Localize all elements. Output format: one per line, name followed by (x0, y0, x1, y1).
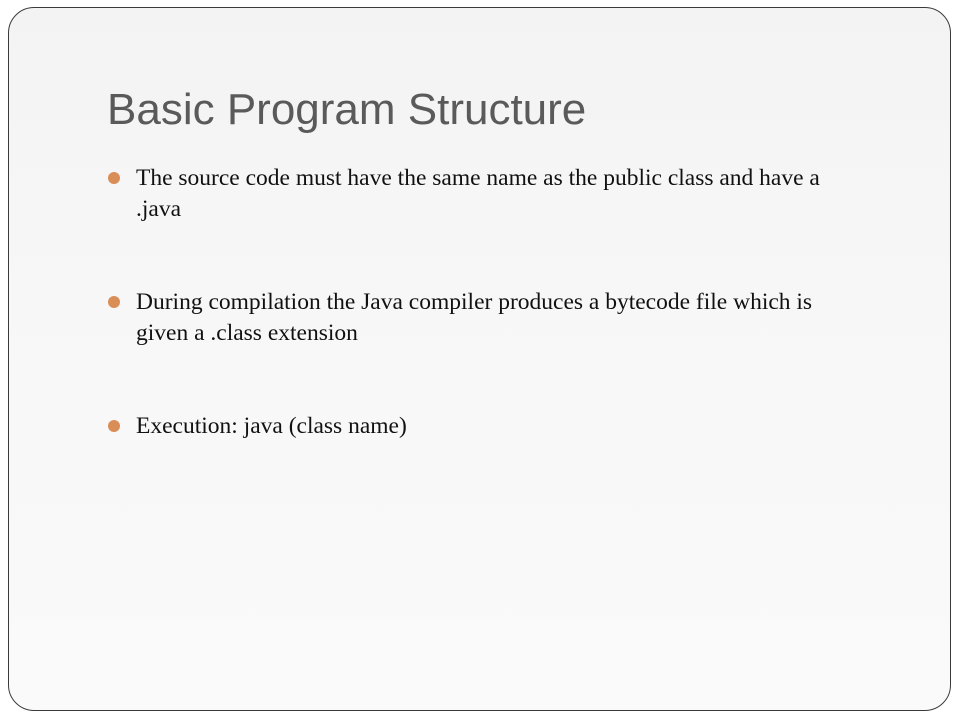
bullet-item (107, 287, 867, 349)
bullet-item (107, 163, 867, 225)
bullet-text: The source code must have the same name as the public class and have a .java (136, 165, 820, 222)
bullet-item (107, 411, 867, 442)
bullet-list (107, 163, 867, 442)
round-bullet-icon (108, 420, 120, 432)
bullet-text: During compilation the Java compiler produces a bytecode file which is given a .class extension (136, 289, 813, 346)
bullet-text: Execution: java (class name) (136, 413, 407, 439)
slide-title: Basic Program Structure (107, 85, 587, 134)
round-bullet-icon (108, 296, 120, 308)
round-bullet-icon (108, 172, 120, 184)
